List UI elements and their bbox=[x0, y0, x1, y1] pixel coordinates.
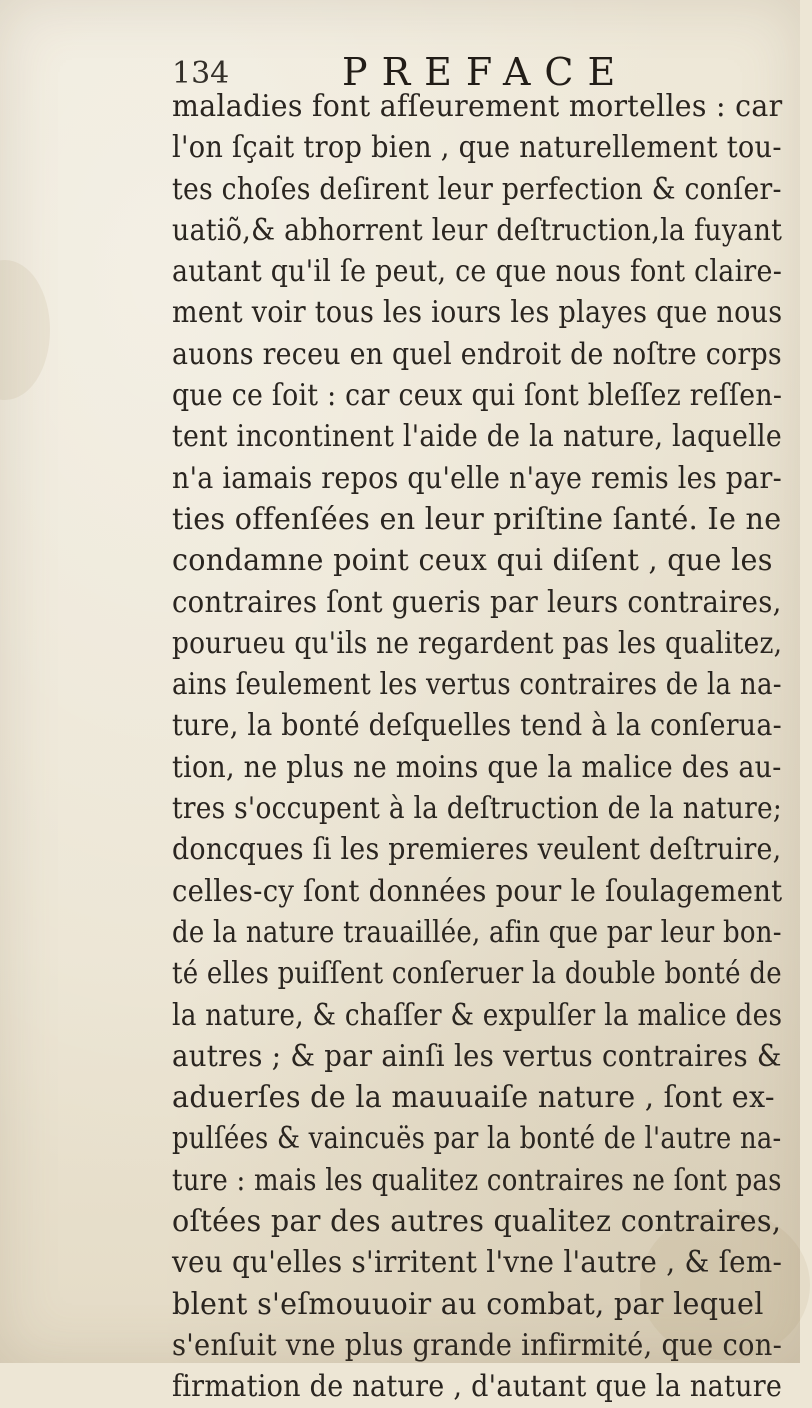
text-line: ties offenſées en leur priſtine ſanté. Ie ne bbox=[172, 501, 782, 537]
running-head: PREFACE bbox=[342, 50, 630, 94]
body-text bbox=[172, 86, 812, 1408]
text-line: uatiõ,& abhorrent leur deſtruction,la fuyant bbox=[172, 212, 783, 248]
text-line: tent incontinent l'aide de la nature, laquelle bbox=[172, 419, 782, 455]
text-line: tes choſes deſirent leur perfection & conſer- bbox=[172, 171, 782, 207]
text-line: ture, la bonté deſquelles tend à la conſerua- bbox=[172, 708, 782, 744]
paper-stain bbox=[0, 260, 50, 400]
text-line: aduerſes de la mauuaiſe nature , ſont ex- bbox=[172, 1080, 775, 1116]
text-line: doncques ſi les premieres veulent deſtruire, bbox=[172, 832, 782, 868]
text-line: auons receu en quel endroit de noſtre corps bbox=[172, 336, 782, 372]
page-number: 134 bbox=[172, 56, 230, 91]
text-line: contraires ſont gueris par leurs contraires, bbox=[172, 584, 782, 620]
text-line: ture : mais les qualitez contraires ne ſont pas bbox=[172, 1162, 782, 1198]
text-line: s'enſuit vne plus grande infirmité, que con- bbox=[172, 1327, 783, 1363]
text-line: l'on ſçait trop bien , que naturellement tou- bbox=[172, 130, 782, 166]
text-line: autres ; & par ainſi les vertus contraires & bbox=[172, 1038, 782, 1074]
text-line: ment voir tous les iours les playes que nous bbox=[172, 295, 783, 331]
text-line: pulſées & vaincuës par la bonté de l'autre na- bbox=[172, 1121, 782, 1157]
text-line: autant qu'il ſe peut, ce que nous font claire- bbox=[172, 254, 783, 290]
text-line: la nature, & chaſſer & expulſer la malice des bbox=[172, 997, 783, 1033]
text-line: firmation de nature , d'autant que la nature bbox=[172, 1369, 783, 1405]
text-line: té elles puiſſent conſeruer la double bonté de bbox=[172, 956, 782, 992]
text-line: blent s'eſmouuoir au combat, par lequel bbox=[172, 1286, 764, 1322]
text-line: tres s'occupent à la deſtruction de la nature; bbox=[172, 791, 783, 827]
text-line: tion, ne plus ne moins que la malice des au- bbox=[172, 749, 782, 785]
text-line: que ce ſoit : car ceux qui ſont bleſſez reſſen- bbox=[172, 378, 783, 414]
text-line: de la nature trauaillée, afin que par leur bon- bbox=[172, 914, 782, 950]
text-line: ains ſeulement les vertus contraires de la na- bbox=[172, 667, 782, 703]
text-line: oſtées par des autres qualitez contraires, bbox=[172, 1204, 782, 1240]
text-line: n'a iamais repos qu'elle n'aye remis les par- bbox=[172, 460, 782, 496]
text-line: condamne point ceux qui diſent , que les bbox=[172, 543, 773, 579]
text-line: celles-cy ſont données pour le ſoulagement bbox=[172, 873, 783, 909]
text-line: pourueu qu'ils ne regardent pas les qualitez, bbox=[172, 625, 783, 661]
text-line: maladies font afſeurement mortelles : car bbox=[172, 89, 783, 124]
text-line: veu qu'elles s'irritent l'vne l'autre , & ſem- bbox=[172, 1245, 783, 1281]
